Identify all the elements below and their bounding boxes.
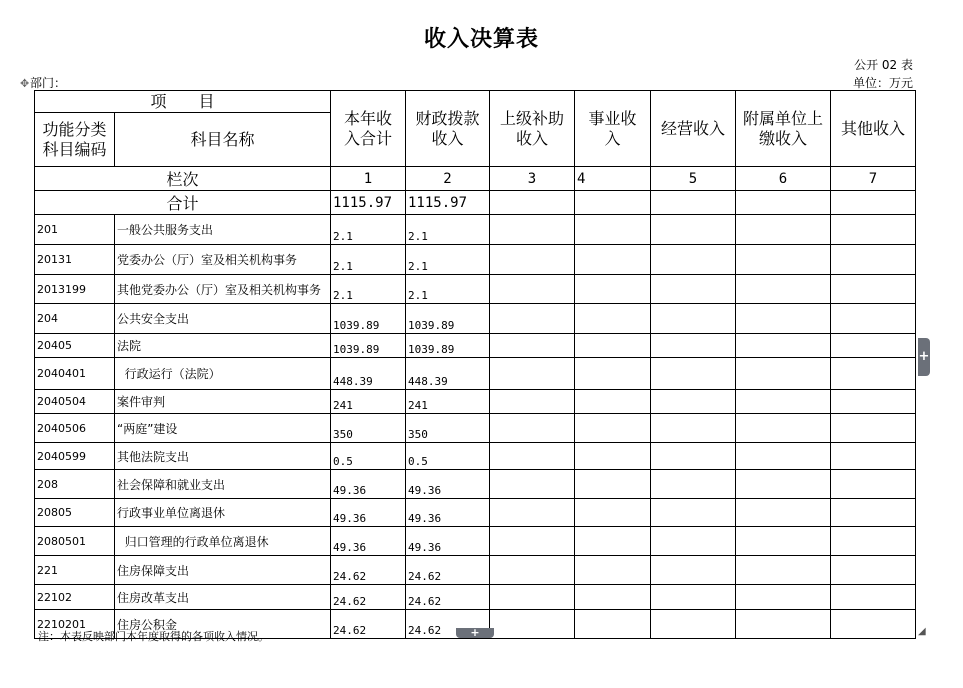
row-code: 2210201: [35, 610, 115, 639]
row-value: 1039.89: [331, 304, 406, 334]
row-value: [831, 610, 916, 639]
index-cell: 4: [575, 167, 651, 191]
row-value: 2.1: [406, 245, 490, 275]
row-value: [736, 275, 831, 304]
row-value: [736, 443, 831, 470]
row-code: 20805: [35, 499, 115, 527]
table-row: [35, 215, 916, 245]
table-row: [35, 304, 916, 334]
index-cell: 7: [831, 167, 916, 191]
row-value: 49.36: [331, 527, 406, 556]
row-value: [736, 585, 831, 610]
header-col-label: 本年收 入合计: [343, 108, 392, 148]
row-value: [736, 358, 831, 390]
index-cell: 3: [490, 167, 575, 191]
page-title: 收入决算表: [423, 27, 539, 52]
row-value: [651, 304, 736, 334]
row-value: 448.39: [406, 358, 490, 390]
row-value: 241: [406, 390, 490, 414]
header-func-code-label: 功能分类 科目编码: [42, 119, 107, 159]
header-col-label: 其他收入: [840, 118, 905, 138]
income-table: [34, 90, 916, 639]
row-value: [575, 585, 651, 610]
row-value: [651, 358, 736, 390]
row-value: [736, 527, 831, 556]
row-value: [651, 556, 736, 585]
table-row: [35, 470, 916, 499]
header-col-label: 财政拨款 收入: [415, 108, 480, 148]
row-name: 社会保障和就业支出: [115, 470, 331, 499]
total-cell: [575, 191, 651, 215]
row-value: 49.36: [406, 470, 490, 499]
expand-bottom-icon[interactable]: +: [456, 628, 494, 638]
header-col-7: [831, 91, 916, 167]
row-name: 其他党委办公（厅）室及相关机构事务: [115, 275, 331, 304]
row-code: 22102: [35, 585, 115, 610]
row-value: [490, 390, 575, 414]
row-name: 住房改革支出: [115, 585, 331, 610]
row-name: 一般公共服务支出: [115, 215, 331, 245]
row-value: [736, 610, 831, 639]
header-col-3: [490, 91, 575, 167]
index-cell: 2: [406, 167, 490, 191]
row-value: [490, 470, 575, 499]
row-value: [736, 334, 831, 358]
table-row: [35, 414, 916, 443]
table-row: [35, 358, 916, 390]
header-row: [35, 91, 916, 113]
row-name: 公共安全支出: [115, 304, 331, 334]
row-value: [651, 215, 736, 245]
row-value: 24.62: [406, 556, 490, 585]
row-code: 2013199: [35, 275, 115, 304]
table-body: [35, 91, 916, 639]
row-value: [651, 245, 736, 275]
row-value: [575, 245, 651, 275]
row-code: 20405: [35, 334, 115, 358]
index-cell: 6: [736, 167, 831, 191]
row-value: 24.62: [406, 610, 490, 639]
total-cell: [490, 191, 575, 215]
row-value: 0.5: [406, 443, 490, 470]
total-label: 合计: [35, 191, 331, 215]
row-value: 448.39: [331, 358, 406, 390]
row-value: 2.1: [331, 245, 406, 275]
header-col-label: 附属单位上 缴收入: [742, 108, 823, 148]
row-value: [736, 499, 831, 527]
row-value: [490, 215, 575, 245]
row-value: [575, 304, 651, 334]
row-value: [575, 470, 651, 499]
row-name: 党委办公（厅）室及相关机构事务: [115, 245, 331, 275]
row-value: [651, 585, 736, 610]
row-value: [651, 470, 736, 499]
total-cell: [831, 191, 916, 215]
row-value: [736, 390, 831, 414]
row-name: 案件审判: [115, 390, 331, 414]
table-row: [35, 443, 916, 470]
row-value: 0.5: [331, 443, 406, 470]
row-value: [831, 245, 916, 275]
row-value: 49.36: [331, 499, 406, 527]
resize-icon[interactable]: ◢: [918, 626, 926, 637]
row-value: 24.62: [406, 585, 490, 610]
index-label: 栏次: [35, 167, 331, 191]
row-value: [575, 499, 651, 527]
row-code: 221: [35, 556, 115, 585]
row-value: [575, 275, 651, 304]
row-value: 2.1: [331, 275, 406, 304]
row-value: [736, 304, 831, 334]
row-value: 2.1: [331, 215, 406, 245]
row-value: 49.36: [331, 470, 406, 499]
row-value: [651, 390, 736, 414]
row-value: [490, 610, 575, 639]
header-col-6: [736, 91, 831, 167]
row-value: [831, 470, 916, 499]
header-col-4: [575, 91, 651, 167]
header-col-1: [331, 91, 406, 167]
header-col-2: [406, 91, 490, 167]
total-cell: 1115.97: [406, 191, 490, 215]
index-cell: 1: [331, 167, 406, 191]
header-col-label: 事业收 入: [588, 108, 637, 148]
row-name: 住房保障支出: [115, 556, 331, 585]
row-value: [651, 499, 736, 527]
row-value: [575, 358, 651, 390]
index-row: [35, 167, 916, 191]
header-col-label: 上级补助 收入: [499, 108, 564, 148]
row-value: 24.62: [331, 585, 406, 610]
row-code: 208: [35, 470, 115, 499]
table-note: 注：本表反映部门本年度取得的各项收入情况。: [38, 630, 269, 643]
row-name: 归口管理的行政单位离退休: [115, 527, 331, 556]
row-value: 241: [331, 390, 406, 414]
row-code: 2040599: [35, 443, 115, 470]
row-value: 350: [331, 414, 406, 443]
row-value: [831, 304, 916, 334]
row-value: [831, 215, 916, 245]
row-value: 1039.89: [406, 334, 490, 358]
total-cell: 1115.97: [331, 191, 406, 215]
row-value: [575, 556, 651, 585]
table-row: [35, 275, 916, 304]
row-value: [831, 275, 916, 304]
header-col-5: [651, 91, 736, 167]
row-code: 2040506: [35, 414, 115, 443]
row-value: 2.1: [406, 275, 490, 304]
row-value: [651, 443, 736, 470]
row-value: 1039.89: [331, 334, 406, 358]
table-row: [35, 527, 916, 556]
row-name: “两庭”建设: [115, 414, 331, 443]
unit-label: 单位：万元: [852, 76, 913, 90]
row-value: [831, 443, 916, 470]
row-value: [490, 499, 575, 527]
row-code: 204: [35, 304, 115, 334]
expand-right-icon[interactable]: +: [918, 338, 930, 376]
row-value: [490, 275, 575, 304]
row-value: [736, 556, 831, 585]
row-value: 49.36: [406, 527, 490, 556]
form-number: 公开 02 表: [854, 58, 913, 72]
row-value: [831, 390, 916, 414]
total-cell: [651, 191, 736, 215]
row-value: 49.36: [406, 499, 490, 527]
row-value: [490, 527, 575, 556]
row-value: [490, 245, 575, 275]
row-value: [831, 585, 916, 610]
row-code: 2040504: [35, 390, 115, 414]
row-value: [490, 414, 575, 443]
row-value: [575, 610, 651, 639]
row-value: [651, 610, 736, 639]
row-value: [575, 334, 651, 358]
row-value: [490, 585, 575, 610]
row-value: [831, 358, 916, 390]
table-row: [35, 499, 916, 527]
move-handle-icon[interactable]: ✥: [20, 77, 30, 90]
row-value: [575, 215, 651, 245]
row-name: 行政运行（法院）: [115, 358, 331, 390]
row-name: 法院: [115, 334, 331, 358]
row-value: [831, 527, 916, 556]
row-value: 350: [406, 414, 490, 443]
total-row: [35, 191, 916, 215]
row-value: [490, 443, 575, 470]
row-value: [736, 414, 831, 443]
row-value: [490, 334, 575, 358]
row-value: [651, 414, 736, 443]
table-row: [35, 390, 916, 414]
row-value: [651, 275, 736, 304]
row-value: [575, 527, 651, 556]
row-value: 24.62: [331, 610, 406, 639]
table-row: [35, 334, 916, 358]
header-subject-name: 科目名称: [115, 113, 331, 167]
index-cell: 5: [651, 167, 736, 191]
row-value: [831, 556, 916, 585]
department-label: 部门：: [30, 76, 67, 90]
row-code: 201: [35, 215, 115, 245]
row-name: 住房公积金: [115, 610, 331, 639]
header-col-label: 经营收入: [660, 118, 725, 138]
row-value: [575, 414, 651, 443]
row-value: [831, 414, 916, 443]
row-value: [490, 304, 575, 334]
row-value: [736, 245, 831, 275]
table-row: [35, 556, 916, 585]
table-row: [35, 245, 916, 275]
row-value: [651, 334, 736, 358]
total-cell: [736, 191, 831, 215]
row-code: 20131: [35, 245, 115, 275]
row-value: [831, 499, 916, 527]
row-value: [651, 527, 736, 556]
row-name: 其他法院支出: [115, 443, 331, 470]
row-value: [575, 390, 651, 414]
row-value: 1039.89: [406, 304, 490, 334]
row-value: [736, 470, 831, 499]
table-row: [35, 585, 916, 610]
row-value: [490, 358, 575, 390]
row-name: 行政事业单位离退休: [115, 499, 331, 527]
row-value: [575, 443, 651, 470]
row-value: 24.62: [331, 556, 406, 585]
row-value: 2.1: [406, 215, 490, 245]
header-item: 项 目: [35, 91, 331, 113]
row-value: [736, 215, 831, 245]
row-value: [831, 334, 916, 358]
header-func-code: [35, 113, 115, 167]
row-value: [490, 556, 575, 585]
row-code: 2080501: [35, 527, 115, 556]
row-code: 2040401: [35, 358, 115, 390]
